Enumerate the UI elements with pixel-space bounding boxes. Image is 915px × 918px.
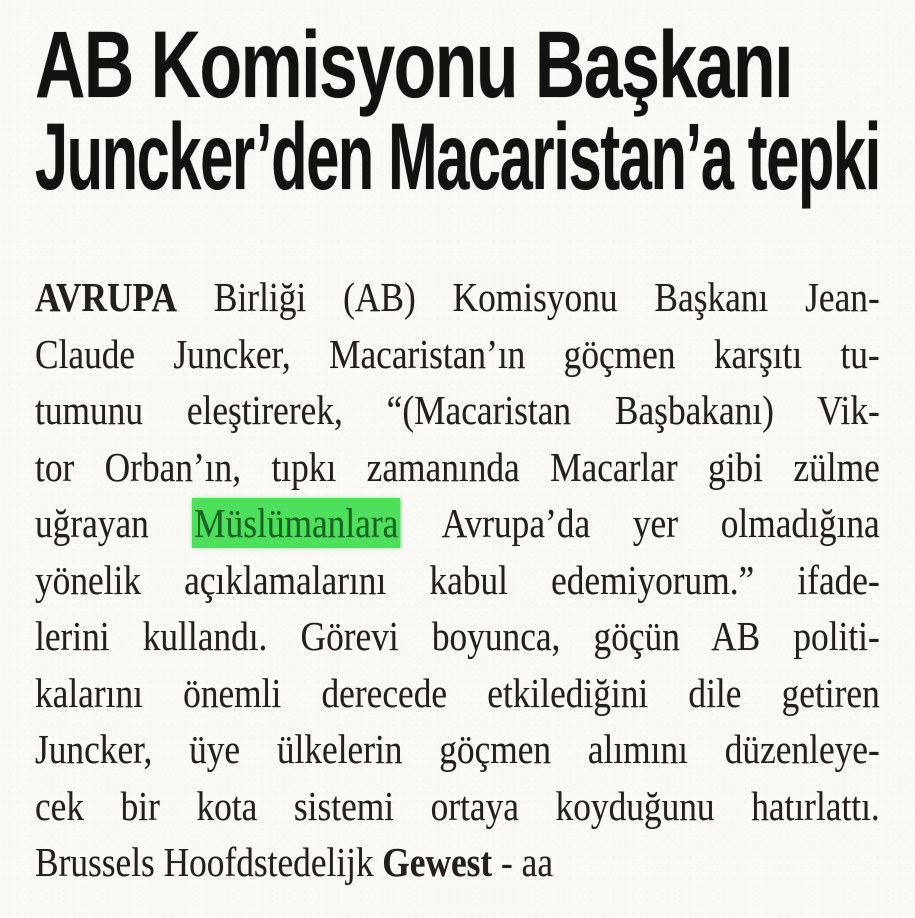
article-text: Juncker, üye ülkelerin göçmen alımını düzenleye- [35, 726, 880, 772]
article-text: kalarını önemli derecede etkilediğini dile getiren [35, 669, 880, 716]
article-text: tor Orban’ın, tıpkı zamanında Macarlar gibi zülme [35, 443, 880, 490]
dateline-location: Brussels Hoofdstedelijk [35, 839, 374, 885]
article-line-9 [35, 721, 880, 778]
article-text: Claude Juncker, Macaristan’ın göçmen karşıtı tu- [35, 330, 880, 377]
article-line-6 [35, 552, 880, 609]
article-body [35, 269, 880, 891]
highlighted-word: Müslümanlara [192, 498, 401, 548]
article-line-2 [35, 326, 880, 383]
article-line-11-dateline [35, 834, 880, 891]
article-text: uğrayan [35, 500, 192, 546]
article-line-1 [35, 269, 880, 326]
article-text: cek bir kota sistemi ortaya koyduğunu hatırlattı. [35, 782, 880, 829]
article-line-3 [35, 382, 880, 439]
article-line-7 [35, 608, 880, 665]
article-line-8 [35, 665, 880, 722]
dateline-location-bold: Gewest [382, 839, 493, 885]
article-line-10 [35, 778, 880, 835]
headline-line-1: AB Komisyonu Başkanı [35, 12, 792, 118]
article-text: tumunu eleştirerek, “(Macaristan Başbakanı) Vik- [35, 387, 880, 433]
article-text: Avrupa’da yer olmadığına [400, 500, 880, 546]
headline-line-2: Juncker’den Macaristan’a tepki [35, 104, 880, 210]
headline [35, 12, 915, 210]
article-line-4 [35, 439, 880, 496]
article-text: yönelik açıklamalarını kabul edemiyorum.” ifade- [35, 556, 880, 603]
news-agency-credit: - aa [492, 839, 554, 885]
article-text: lerini kullandı. Görevi boyunca, göçün AB politi- [35, 613, 880, 659]
article-text: Birliği (AB) Komisyonu Başkanı Jean- [177, 274, 880, 320]
lead-word: AVRUPA [35, 274, 178, 320]
article-line-5 [35, 495, 880, 552]
